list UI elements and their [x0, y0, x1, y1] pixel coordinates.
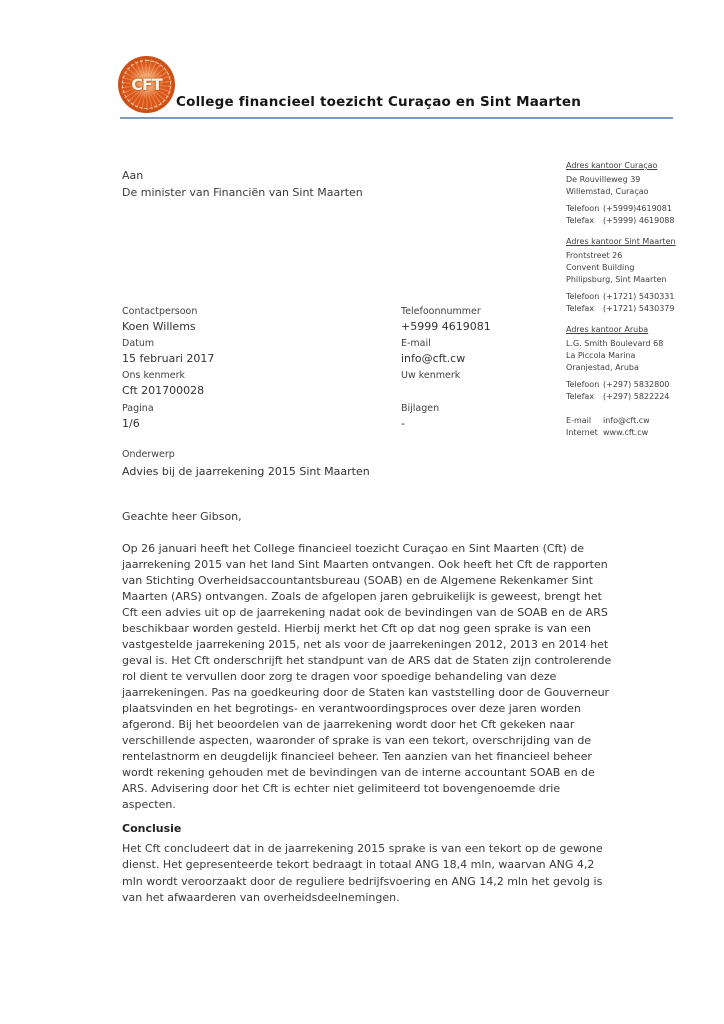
phone-value: (+5999)4619081 [603, 204, 672, 213]
address-line: Oranjestad, Aruba [566, 363, 639, 372]
cft-logo-icon [118, 56, 175, 113]
meta-value: 15 februari 2017 [122, 352, 215, 365]
office-aruba [566, 324, 720, 403]
office-heading: Adres kantoor Sint Maarten [566, 237, 676, 246]
recipient-label: Aan [122, 169, 144, 182]
meta-label: Contactpersoon [122, 306, 198, 317]
meta-value: +5999 4619081 [401, 320, 491, 333]
phone-value: (+1721) 5430331 [603, 292, 675, 301]
phone-value: (+5999) 4619088 [603, 216, 675, 225]
website-label: Internet [566, 428, 598, 437]
phone-row [566, 291, 720, 303]
meta-attachments [401, 402, 491, 432]
address-line: Frontstreet 26 [566, 251, 623, 260]
phone-value: (+1721) 5430379 [603, 304, 675, 313]
body-paragraph-2: Het Cft concludeert dat in de jaarrekening 2015 sprake is van een tekort op de gewone dienst. Het gepresenteerde tekort bedraagt in totaal ANG 18,4 mln, waarvan ANG 4,2 mln wordt veroorzaakt door de reguliere bedrijfsvoering en ANG 14,2 mln het gevolg is van het afwaarderen van overheidsdeelnemingen. [122, 842, 603, 904]
meta-value: - [401, 417, 405, 430]
header-divider [120, 117, 673, 119]
phone-label: Telefax [566, 216, 595, 225]
organization-title: College financieel toezicht Curaçao en Sint Maarten [176, 94, 582, 110]
phone-value: (+297) 5822224 [603, 392, 670, 401]
meta-value: info@cft.cw [401, 352, 466, 365]
meta-label: Telefoonnummer [401, 306, 481, 317]
meta-value: 1/6 [122, 417, 140, 430]
phone-row [566, 203, 720, 215]
salutation: Geachte heer Gibson, [122, 510, 242, 523]
phone-row [566, 303, 720, 315]
meta-your-reference [401, 369, 491, 399]
phone-block [566, 203, 720, 227]
address-line: La Piccola Marina [566, 351, 636, 360]
cft-logo-text: CFT [131, 75, 162, 94]
office-address-sidebar [566, 160, 720, 439]
meta-label: Bijlagen [401, 403, 440, 414]
conclusion-heading: Conclusie [122, 822, 182, 835]
subject-value: Advies bij de jaarrekening 2015 Sint Maarten [122, 465, 370, 478]
address-line: Convent Building [566, 263, 635, 272]
phone-label: Telefoon [566, 204, 600, 213]
recipient-name: De minister van Financiën van Sint Maarten [122, 186, 363, 199]
office-heading: Adres kantoor Curaçao [566, 161, 658, 170]
email-label: E-mail [566, 416, 592, 425]
phone-block [566, 379, 720, 403]
phone-block [566, 291, 720, 315]
meta-label: Ons kenmerk [122, 370, 186, 381]
meta-value: Cft 201700028 [122, 384, 205, 397]
meta-our-reference [122, 369, 214, 399]
meta-column-right [401, 305, 491, 434]
meta-value: Koen Willems [122, 320, 196, 333]
address-line: Philipsburg, Sint Maarten [566, 275, 667, 284]
meta-date [122, 337, 214, 367]
email-row [566, 415, 720, 427]
phone-row [566, 391, 720, 403]
meta-contactperson [122, 305, 214, 335]
office-curacao [566, 160, 720, 227]
subject-block [122, 448, 370, 480]
website-row [566, 427, 720, 439]
meta-label: E-mail [401, 338, 431, 349]
website-value: www.cft.cw [603, 428, 649, 437]
phone-label: Telefax [566, 304, 595, 313]
address-line: Willemstad, Curaçao [566, 187, 649, 196]
address-line: L.G. Smith Boulevard 68 [566, 339, 664, 348]
phone-label: Telefoon [566, 380, 600, 389]
subject-label: Onderwerp [122, 449, 175, 460]
meta-column-left [122, 305, 214, 434]
meta-email [401, 337, 491, 367]
address-line: De Rouvilleweg 39 [566, 175, 641, 184]
phone-row [566, 379, 720, 391]
phone-label: Telefax [566, 392, 595, 401]
sidebar-contact-block [566, 415, 720, 439]
meta-label: Uw kenmerk [401, 370, 461, 381]
office-sint-maarten [566, 236, 720, 315]
office-heading: Adres kantoor Aruba [566, 325, 649, 334]
email-value: info@cft.cw [603, 416, 650, 425]
meta-label: Datum [122, 338, 155, 349]
phone-value: (+297) 5832800 [603, 380, 670, 389]
meta-label: Pagina [122, 403, 154, 414]
meta-phone-number [401, 305, 491, 335]
meta-page-number [122, 402, 214, 432]
recipient-block [122, 167, 363, 201]
phone-row [566, 215, 720, 227]
body-paragraph-1: Op 26 januari heeft het College financieel toezicht Curaçao en Sint Maarten (Cft) de jaarrekening 2015 van het land Sint Maarten ontvangen. Ook heeft het Cft de rapporten van Stichting Overheidsaccountantsbureau (SOAB) en de Algemene Rekenkamer Sint Maarten (ARS) ontvangen. Zoals de afgelopen jaren gebruikelijk is geweest, brengt het Cft een advies uit op de jaarrekening nadat ook de bevindingen van de SOAB en de ARS beschikbaar worden gesteld. Hierbij merkt het Cft op dat nog geen sprake is van een vastgestelde jaarrekening 2015, net als voor de jaarrekeningen 2012, 2013 en 2014 het geval is. Het Cft onderschrijft het standpunt van de ARS dat de Staten zijn controlerende rol dient te vervullen door zorg te dragen voor spoedige behandeling van deze jaarrekeningen. Pas na goedkeuring door de Staten kan vaststelling door de Gouverneur plaatsvinden en het begrotings- en verantwoordingsproces over deze jaren worden afgerond. Bij het beoordelen van de jaarrekening wordt door het Cft gekeken naar verschillende aspecten, waaronder of sprake is van een tekort, overschrijding van de rentelastnorm en deugdelijk financieel beheer. Ten aanzien van het financieel beheer wordt rekening gehouden met de bevindingen van de interne accountant SOAB en de ARS. Advisering door het Cft is echter niet gelimiteerd tot bovengenoemde drie aspecten. [122, 542, 612, 811]
meta-value [401, 383, 491, 399]
phone-label: Telefoon [566, 292, 600, 301]
